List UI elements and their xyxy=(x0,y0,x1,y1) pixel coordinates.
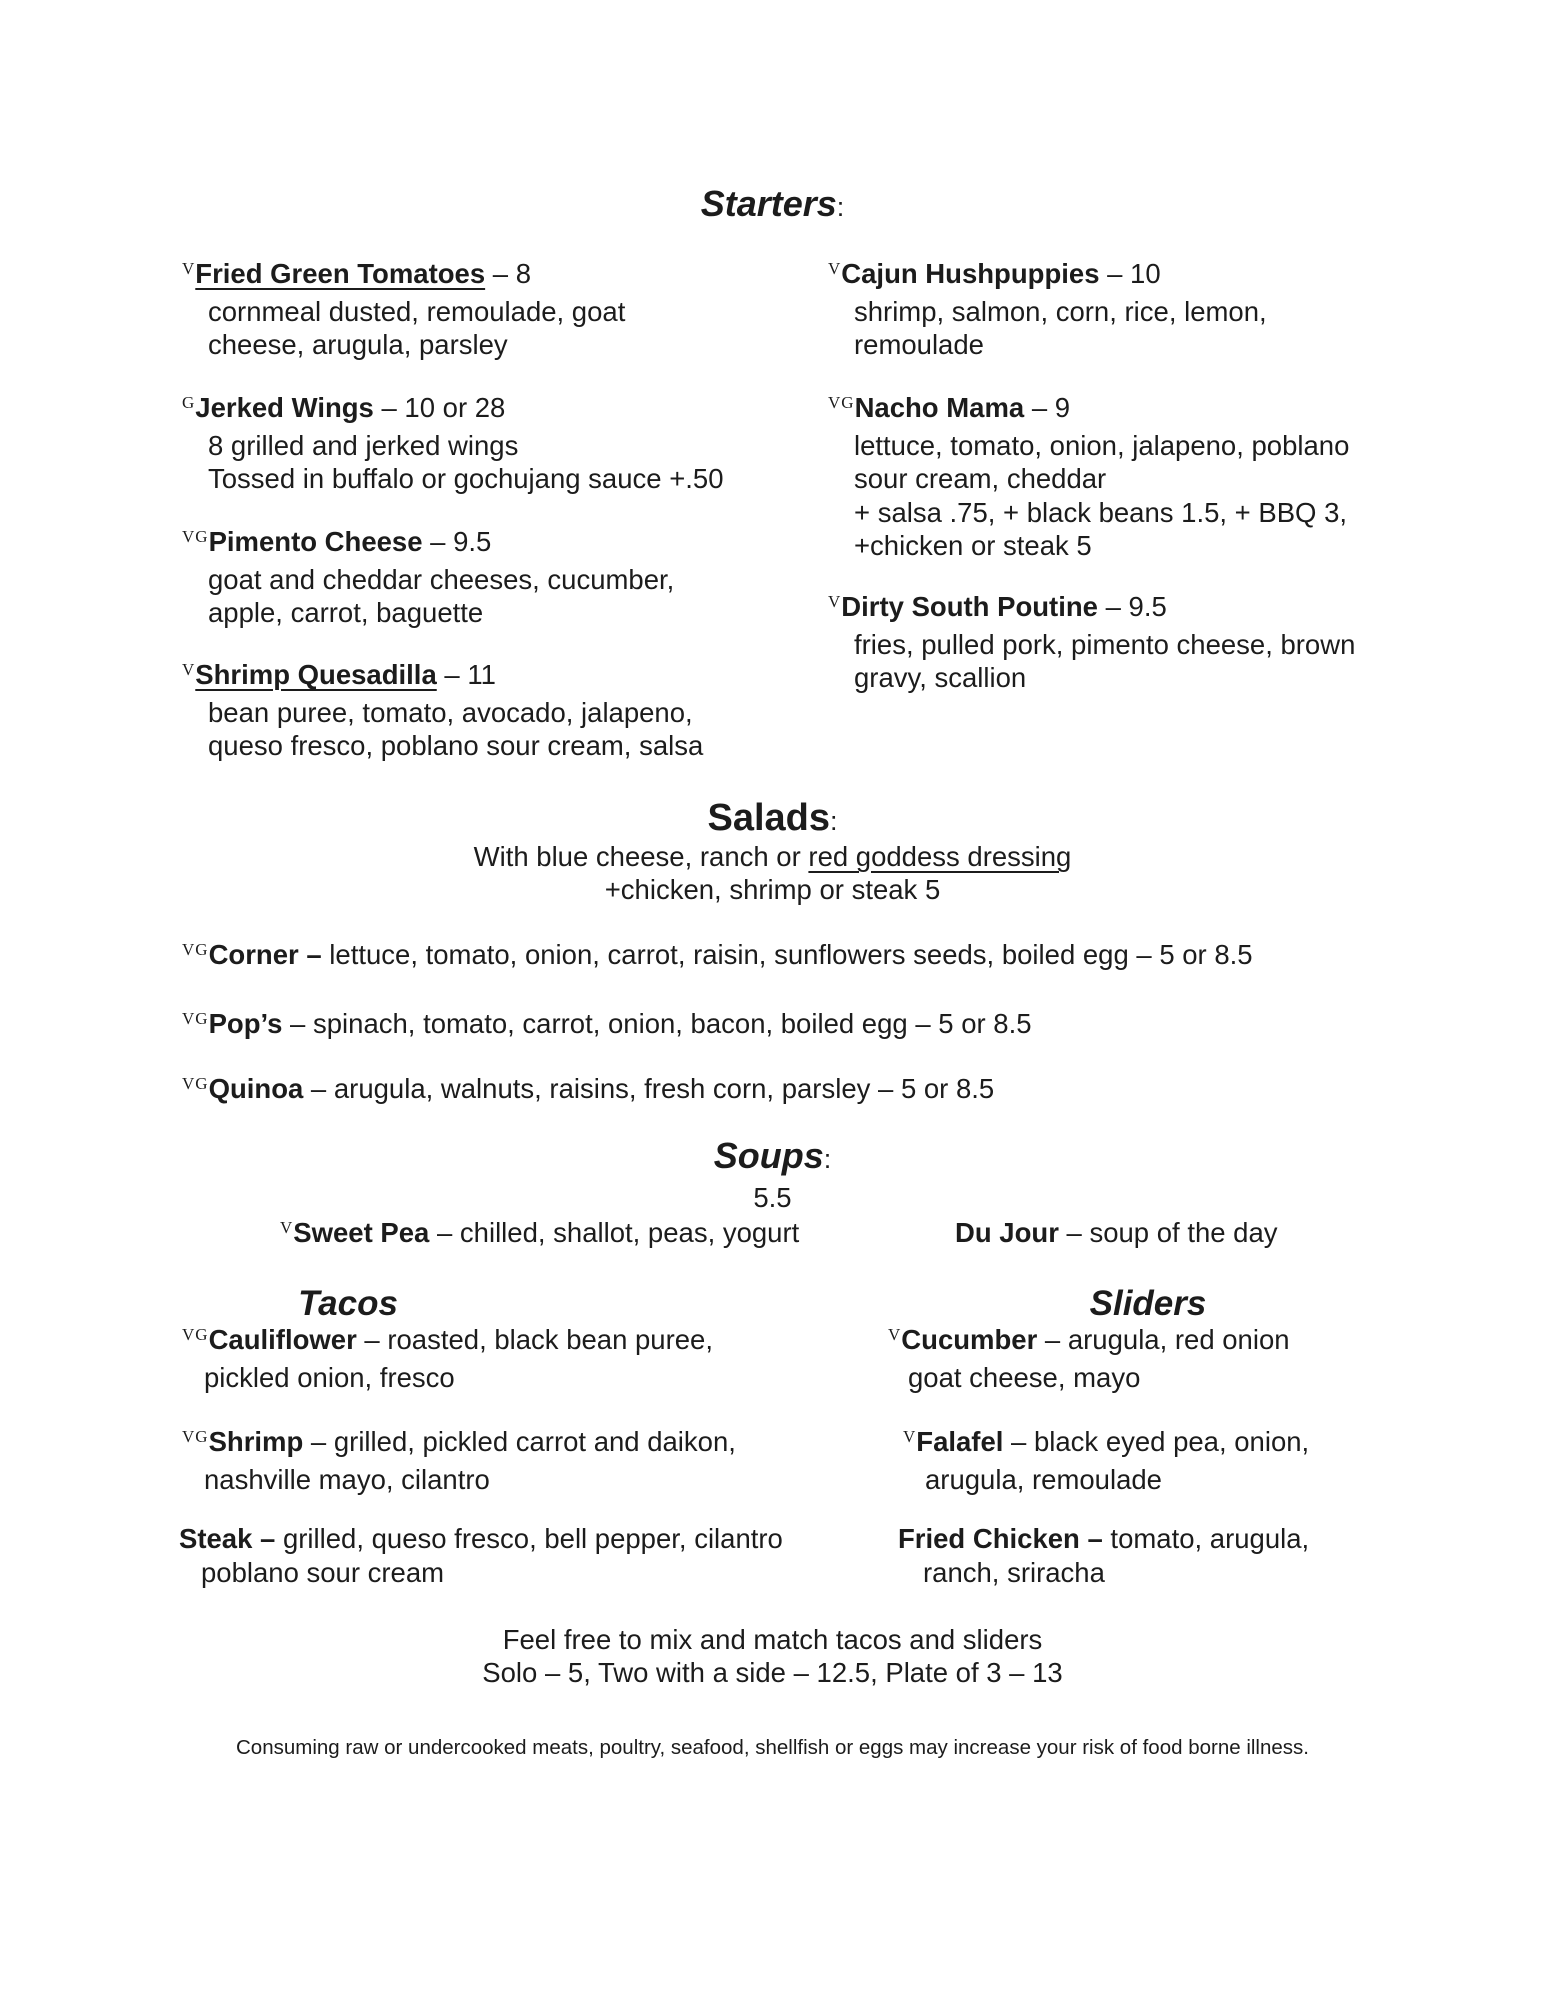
item-name: Cajun Hushpuppies xyxy=(841,258,1100,289)
item-name: Pop’s xyxy=(208,1008,283,1039)
diet-marker: VG xyxy=(182,1074,209,1093)
item-title-line xyxy=(179,1522,783,1556)
item-title-line xyxy=(182,1323,713,1361)
item-desc-line: gravy, scallion xyxy=(854,662,1027,693)
diet-marker: V xyxy=(182,259,196,278)
menu-item-cucumber-slider xyxy=(888,1323,1290,1394)
menu-item-du-jour-soup xyxy=(955,1216,1278,1250)
menu-item-shrimp-quesadilla xyxy=(182,658,703,763)
item-desc: – spinach, tomato, carrot, onion, bacon, boiled egg – 5 or 8.5 xyxy=(282,1008,1032,1039)
item-desc-line: bean puree, tomato, avocado, jalapeno, xyxy=(208,696,693,728)
item-desc-line: queso fresco, poblano sour cream, salsa xyxy=(208,730,704,761)
item-price: – 10 or 28 xyxy=(381,392,506,423)
salads-dressing-link-text: red goddess dressing xyxy=(808,841,1072,872)
diet-marker: V xyxy=(828,592,842,611)
salads-subtitle xyxy=(0,840,1545,874)
menu-item-cajun-hushpuppies xyxy=(828,257,1267,362)
item-desc: – black eyed pea, onion, xyxy=(1003,1426,1310,1457)
item-desc-line: 8 grilled and jerked wings xyxy=(208,429,519,461)
item-name: Fried Chicken – xyxy=(898,1523,1103,1554)
item-name: Jerked Wings xyxy=(195,392,374,423)
item-name: Du Jour xyxy=(955,1217,1059,1248)
item-price: – 9 xyxy=(1031,392,1071,423)
menu-item-sweet-pea-soup xyxy=(280,1216,799,1254)
item-desc-line: cornmeal dusted, remoulade, goat xyxy=(208,295,626,327)
item-price: – 9.5 xyxy=(1105,591,1167,622)
item-name: Sweet Pea xyxy=(293,1217,430,1248)
mix-and-match-note: Feel free to mix and match tacos and sliders xyxy=(502,1624,1043,1655)
soups-title-colon: : xyxy=(823,1144,832,1174)
diet-marker: VG xyxy=(182,1325,209,1344)
item-desc-line: apple, carrot, baguette xyxy=(208,597,484,628)
item-desc: grilled, queso fresco, bell pepper, cilantro xyxy=(275,1523,783,1554)
item-title-line xyxy=(182,257,625,295)
item-desc-line: goat cheese, mayo xyxy=(908,1361,1141,1393)
item-name: Quinoa xyxy=(208,1073,304,1104)
soups-price: 5.5 xyxy=(753,1182,792,1213)
menu-item-dirty-south-poutine xyxy=(828,590,1355,695)
starters-title-text: Starters xyxy=(700,183,837,224)
item-name: Cauliflower xyxy=(208,1324,357,1355)
menu-item-fried-green-tomatoes xyxy=(182,257,625,362)
item-name: Shrimp xyxy=(208,1426,304,1457)
menu-item-fried-chicken-slider xyxy=(898,1522,1309,1589)
item-desc-line: nashville mayo, cilantro xyxy=(204,1463,490,1495)
item-title-line xyxy=(898,1522,1309,1556)
diet-marker: V xyxy=(903,1427,917,1446)
menu-item-jerked-wings xyxy=(182,391,724,496)
diet-marker: VG xyxy=(182,1427,209,1446)
item-price: – 11 xyxy=(444,659,496,690)
menu-item-cauliflower-taco xyxy=(182,1323,713,1394)
item-title-line xyxy=(828,391,1349,429)
item-name: Corner – xyxy=(208,939,322,970)
item-desc: lettuce, tomato, onion, carrot, raisin, sunflowers seeds, boiled egg – 5 or 8.5 xyxy=(321,939,1253,970)
diet-marker: V xyxy=(182,660,196,679)
item-title-line xyxy=(182,1425,736,1463)
item-title-line xyxy=(182,391,724,429)
menu-item-steak-taco xyxy=(179,1522,783,1589)
tacos-section-title: Tacos xyxy=(298,1284,398,1323)
item-desc-line: pickled onion, fresco xyxy=(204,1361,455,1393)
health-disclaimer: Consuming raw or undercooked meats, poultry, seafood, shellfish or eggs may increase your risk of food borne illness. xyxy=(236,1736,1309,1759)
item-desc: – chilled, shallot, peas, yogurt xyxy=(429,1217,800,1248)
item-desc-line: remoulade xyxy=(854,329,984,360)
diet-marker: V xyxy=(828,259,842,278)
item-title-line xyxy=(828,257,1267,295)
item-title-line xyxy=(888,1323,1290,1361)
diet-marker: G xyxy=(182,393,196,412)
item-desc-line: lettuce, tomato, onion, jalapeno, poblano xyxy=(854,429,1350,461)
item-desc-line: Tossed in buffalo or gochujang sauce +.50 xyxy=(208,463,724,494)
item-name: Nacho Mama xyxy=(854,392,1025,423)
diet-marker: VG xyxy=(182,527,209,546)
starters-title-colon: : xyxy=(836,192,845,222)
starters-section-title xyxy=(0,183,1545,228)
item-name: Fried Green Tomatoes xyxy=(195,258,486,289)
item-desc-line: arugula, remoulade xyxy=(925,1463,1162,1495)
item-name: Steak – xyxy=(179,1523,276,1554)
item-name: Falafel xyxy=(916,1426,1004,1457)
item-name: Pimento Cheese xyxy=(208,526,423,557)
item-name: Shrimp Quesadilla xyxy=(195,659,437,690)
menu-item-corner-salad xyxy=(182,938,1253,976)
item-desc-line: fries, pulled pork, pimento cheese, brown xyxy=(854,628,1356,660)
item-desc-line: sour cream, cheddar xyxy=(854,463,1107,494)
item-price: – 8 xyxy=(492,258,531,289)
item-desc: tomato, arugula, xyxy=(1102,1523,1310,1554)
item-desc: – grilled, pickled carrot and daikon, xyxy=(303,1426,736,1457)
item-desc: – arugula, red onion xyxy=(1037,1324,1290,1355)
item-desc-line: +chicken or steak 5 xyxy=(854,530,1092,561)
diet-marker: VG xyxy=(182,1009,209,1028)
item-title-line xyxy=(182,658,703,696)
diet-marker: V xyxy=(280,1218,294,1237)
menu-item-shrimp-taco xyxy=(182,1425,736,1496)
item-desc-line: poblano sour cream xyxy=(201,1556,445,1588)
item-desc-line: goat and cheddar cheeses, cucumber, xyxy=(208,563,675,595)
item-title-line xyxy=(903,1425,1309,1463)
item-desc: – arugula, walnuts, raisins, fresh corn, parsley – 5 or 8.5 xyxy=(303,1073,995,1104)
salads-section-title xyxy=(0,797,1545,842)
item-desc-line: cheese, arugula, parsley xyxy=(208,329,508,360)
item-desc: – roasted, black bean puree, xyxy=(356,1324,713,1355)
item-desc: – soup of the day xyxy=(1058,1217,1278,1248)
diet-marker: V xyxy=(888,1325,902,1344)
item-desc-line: shrimp, salmon, corn, rice, lemon, xyxy=(854,295,1267,327)
item-name: Dirty South Poutine xyxy=(841,591,1098,622)
sliders-section-title: Sliders xyxy=(1089,1284,1207,1323)
item-desc-line: ranch, sriracha xyxy=(923,1556,1105,1588)
salads-subtitle-prefix: With blue cheese, ranch or xyxy=(473,841,809,872)
soups-title-text: Soups xyxy=(713,1135,824,1176)
menu-item-pops-salad xyxy=(182,1007,1032,1045)
menu-item-quinoa-salad xyxy=(182,1072,994,1110)
item-price: – 10 xyxy=(1107,258,1161,289)
item-title-line xyxy=(828,590,1355,628)
item-desc-line: + salsa .75, + black beans 1.5, + BBQ 3, xyxy=(854,496,1348,528)
combo-pricing-note: Solo – 5, Two with a side – 12.5, Plate of 3 – 13 xyxy=(482,1657,1063,1688)
salads-subtitle-line2: +chicken, shrimp or steak 5 xyxy=(604,874,941,905)
diet-marker: VG xyxy=(182,940,209,959)
diet-marker: VG xyxy=(828,393,855,412)
item-price: – 9.5 xyxy=(430,526,492,557)
item-name: Cucumber xyxy=(901,1324,1038,1355)
salads-title-text: Salads xyxy=(707,797,830,839)
menu-item-nacho-mama xyxy=(828,391,1349,563)
salads-title-colon: : xyxy=(830,806,838,836)
menu-item-pimento-cheese xyxy=(182,525,674,630)
soups-section-title xyxy=(0,1135,1545,1180)
item-title-line xyxy=(182,525,674,563)
menu-item-falafel-slider xyxy=(903,1425,1309,1496)
